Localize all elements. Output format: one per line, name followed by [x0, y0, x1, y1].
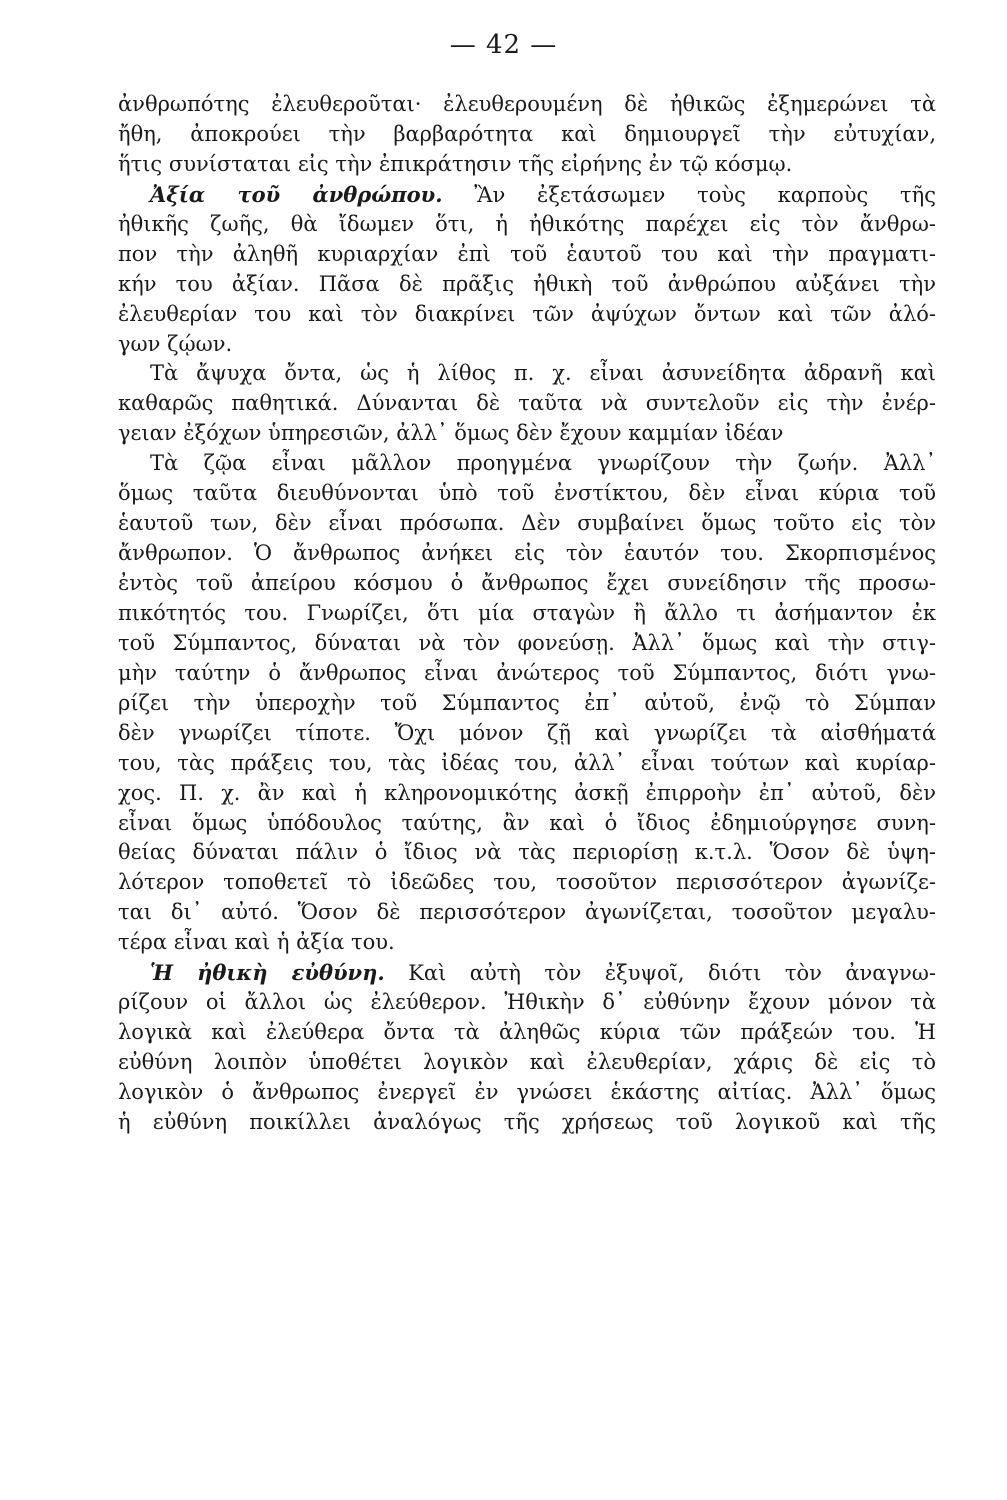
- text-line: [118, 779, 936, 809]
- line-text: κήν του ἀξίαν. Πᾶσα δὲ πρᾶξις ἠθικὴ τοῦ ἀνθρώπου αὐξάνει τὴν: [118, 271, 936, 296]
- line-text: γειαν ἐξόχων ὑπηρεσιῶν, ἀλλ᾽ ὅμως δὲν ἔχουν καμμίαν ἰδέαν: [118, 421, 784, 446]
- text-line: [118, 689, 936, 719]
- line-text: ἄνθρωπον. Ὁ ἄνθρωπος ἀνήκει εἰς τὸν ἑαυτόν του. Σκορπισμένος: [118, 541, 936, 566]
- line-text: Τὰ ἄψυχα ὄντα, ὡς ἡ λίθος π. χ. εἶναι ἀσυνείδητα ἀδρανῆ καὶ: [150, 361, 936, 386]
- text-line: [118, 1018, 936, 1048]
- text-line: [118, 389, 936, 419]
- text-line: [118, 539, 936, 569]
- line-text: ται δι᾽ αὐτό. Ὅσον δὲ περισσότερον ἀγωνίζεται, τοσοῦτον μεγαλυ-: [118, 900, 936, 925]
- text-line: [118, 629, 936, 659]
- line-text: ἥτις συνίσταται εἰς τὴν ἐπικράτησιν τῆς εἰρήνης ἐν τῷ κόσμῳ.: [118, 151, 793, 176]
- line-text: ἡ εὐθύνη ποικίλλει ἀναλόγως τῆς χρήσεως τοῦ λογικοῦ καὶ τῆς: [118, 1109, 936, 1134]
- text-line: [118, 1048, 936, 1078]
- text-line: [118, 120, 936, 150]
- line-text: Καὶ αὐτὴ τὸν ἐξυψοῖ, διότι τὸν ἀναγνω-: [408, 961, 936, 986]
- text-line: [118, 419, 936, 449]
- text-line: [118, 988, 936, 1018]
- text-line: [118, 599, 936, 629]
- text-line: [118, 90, 936, 120]
- line-text: τοῦ Σύμπαντος, δύναται νὰ τὸν φονεύσῃ. Ἀλλ᾽ ὅμως καὶ τὴν στιγ-: [118, 630, 936, 655]
- text-line: [118, 928, 936, 958]
- line-text: εἶναι ὅμως ὑπόδουλος ταύτης, ἂν καὶ ὁ ἴδιος ἐδημιούργησε συνη-: [118, 810, 936, 835]
- body-text: [118, 90, 936, 1138]
- line-text: πικότητός του. Γνωρίζει, ὅτι μία σταγὼν ἢ ἄλλο τι ἀσήμαντον ἐκ: [118, 600, 936, 625]
- line-text: γων ζῴων.: [118, 331, 233, 356]
- line-text: ρίζουν οἱ ἄλλοι ὡς ἐλεύθερον. Ἠθικὴν δ᾽ εὐθύνην ἔχουν μόνον τὰ: [118, 990, 936, 1015]
- text-line: [118, 449, 936, 479]
- text-line: [118, 180, 936, 210]
- line-text: Ἂν ἐξετάσωμεν τοὺς καρποὺς τῆς: [474, 182, 936, 207]
- line-text: του, τὰς πράξεις του, τὰς ἰδέας του, ἀλλ᾽ εἶναι τούτων καὶ κυρίαρ-: [118, 750, 936, 775]
- page-number: — 42 —: [449, 30, 558, 60]
- text-line: [118, 868, 936, 898]
- text-line: [118, 210, 936, 240]
- line-text: πον τὴν ἀληθῆ κυριαρχίαν ἐπὶ τοῦ ἑαυτοῦ του καὶ τὴν πραγματι-: [118, 241, 936, 266]
- line-text: λογικὰ καὶ ἐλεύθερα ὄντα τὰ ἀληθῶς κύρια τῶν πράξεών του. Ἡ: [118, 1020, 936, 1045]
- text-line: [118, 359, 936, 389]
- line-text: ἐλευθερίαν του καὶ τὸν διακρίνει τῶν ἀψύχων ὄντων καὶ τῶν ἀλό-: [118, 301, 936, 326]
- line-text: δὲν γνωρίζει τίποτε. Ὄχι μόνον ζῇ καὶ γνωρίζει τὰ αἰσθήματά: [118, 720, 936, 745]
- line-text: ἤθη, ἀποκρούει τὴν βαρβαρότητα καὶ δημιουργεῖ τὴν εὐτυχίαν,: [118, 121, 936, 146]
- text-line: [118, 659, 936, 689]
- line-text: ἀνθρωπότης ἐλευθεροῦται· ἐλευθερουμένη δὲ ἠθικῶς ἐξημερώνει τὰ: [118, 92, 936, 116]
- text-line: [118, 809, 936, 839]
- text-line: [118, 838, 936, 868]
- text-line: [118, 150, 936, 180]
- text-line: [118, 330, 936, 360]
- line-text: χος. Π. χ. ἂν καὶ ἡ κληρονομικότης ἀσκῇ ἐπιρροὴν ἐπ᾽ αὐτοῦ, δὲν: [118, 780, 936, 805]
- section-heading: Ἀξία τοῦ ἀνθρώπου.: [150, 181, 443, 207]
- text-line: [118, 240, 936, 270]
- line-text: λότερον τοποθετεῖ τὸ ἰδεῶδες του, τοσοῦτον περισσότερον ἀγωνίζε-: [118, 870, 936, 895]
- text-line: [118, 300, 936, 330]
- text-line: [118, 509, 936, 539]
- text-line: [118, 898, 936, 928]
- line-text: ὅμως ταῦτα διευθύνονται ὑπὸ τοῦ ἐνστίκτου, δὲν εἶναι κύρια τοῦ: [118, 481, 936, 506]
- line-text: καθαρῶς παθητικά. Δύνανται δὲ ταῦτα νὰ συντελοῦν εἰς τὴν ἐνέρ-: [118, 391, 936, 416]
- text-line: [118, 479, 936, 509]
- text-line: [118, 958, 936, 988]
- text-line: [118, 1078, 936, 1108]
- line-text: τέρα εἶναι καὶ ἡ ἀξία του.: [118, 930, 395, 955]
- line-text: ἠθικῆς ζωῆς, θὰ ἴδωμεν ὅτι, ἡ ἠθικότης παρέχει εἰς τὸν ἄνθρω-: [118, 211, 936, 236]
- text-line: [118, 749, 936, 779]
- line-text: ρίζει τὴν ὑπεροχὴν τοῦ Σύμπαντος ἐπ᾽ αὐτοῦ, ἐνῷ τὸ Σύμπαν: [118, 690, 936, 715]
- text-line: [118, 569, 936, 599]
- text-line: [118, 719, 936, 749]
- line-text: ἑαυτοῦ των, δὲν εἶναι πρόσωπα. Δὲν συμβαίνει ὅμως τοῦτο εἰς τὸν: [118, 511, 936, 536]
- line-text: εὐθύνη λοιπὸν ὑποθέτει λογικὸν καὶ ἐλευθερίαν, χάρις δὲ εἰς τὸ: [118, 1050, 936, 1074]
- line-text: μὴν ταύτην ὁ ἄνθρωπος εἶναι ἀνώτερος τοῦ Σύμπαντος, διότι γνω-: [118, 660, 936, 685]
- text-line: [118, 270, 936, 300]
- text-line: [118, 1108, 936, 1138]
- line-text: ἐντὸς τοῦ ἀπείρου κόσμου ὁ ἄνθρωπος ἔχει συνείδησιν τῆς προσω-: [118, 571, 936, 595]
- line-text: λογικὸν ὁ ἄνθρωπος ἐνεργεῖ ἐν γνώσει ἑκάστης αἰτίας. Ἀλλ᾽ ὅμως: [118, 1079, 936, 1104]
- section-heading: Ἡ ἠθικὴ εὐθύνη.: [150, 960, 385, 986]
- line-text: Τὰ ζῷα εἶναι μᾶλλον προηγμένα γνωρίζουν τὴν ζωήν. Ἀλλ᾽: [150, 451, 936, 476]
- line-text: θείας δύναται πάλιν ὁ ἴδιος νὰ τὰς περιορίσῃ κ.τ.λ. Ὅσον δὲ ὑψη-: [118, 840, 936, 865]
